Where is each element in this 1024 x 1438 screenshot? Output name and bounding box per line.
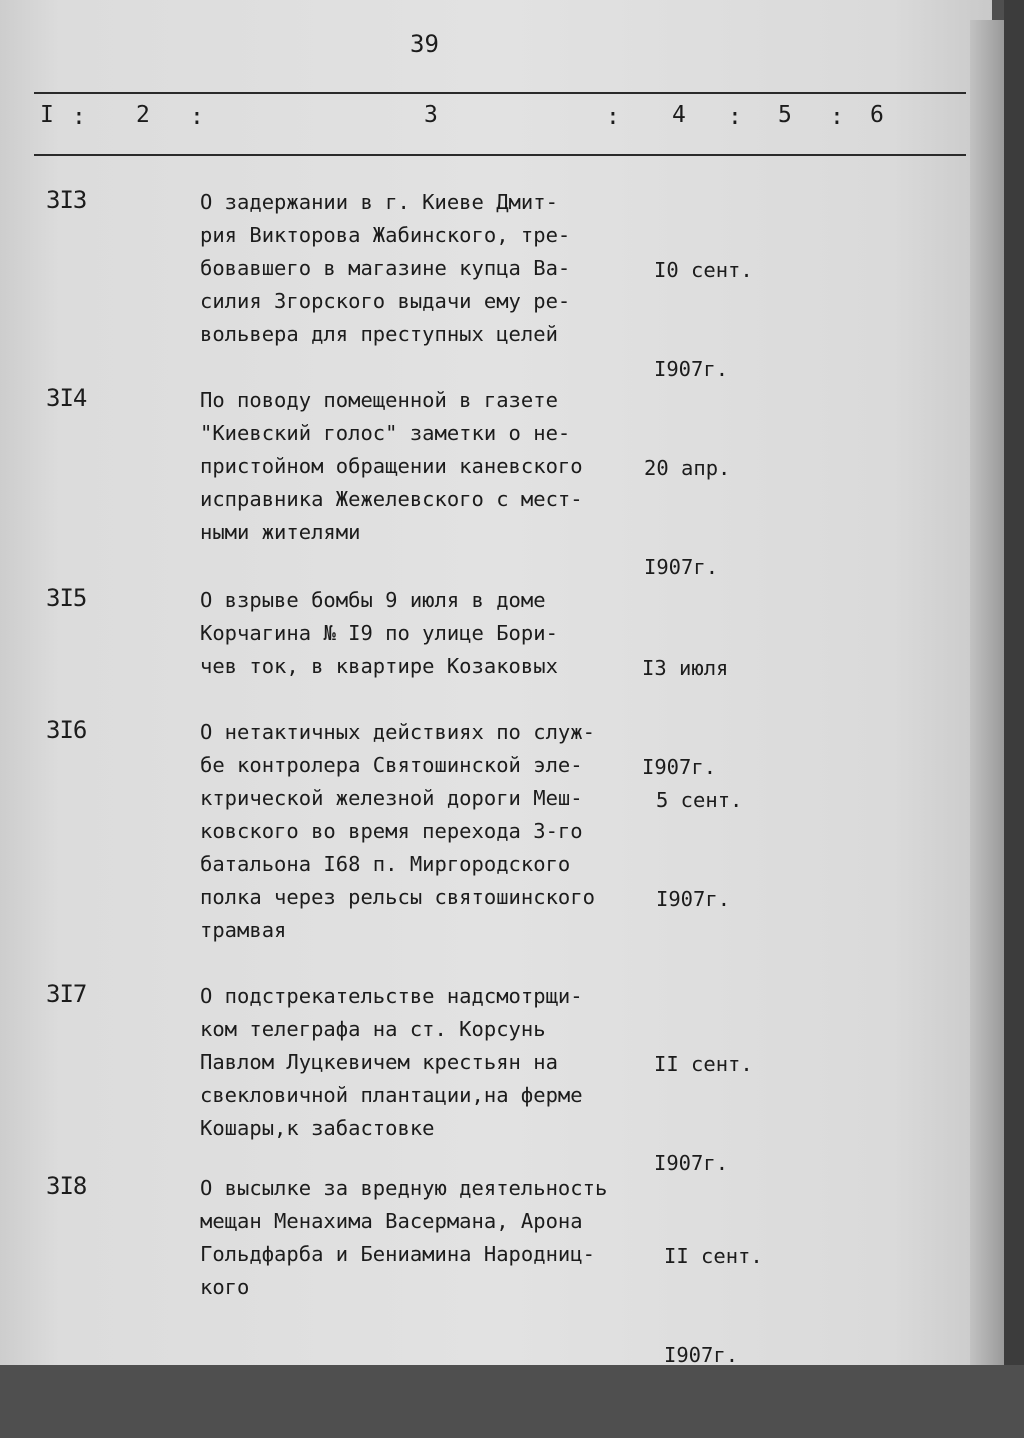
entry-date [664, 1174, 763, 1438]
description-line: "Киевский голос" заметки о не- [200, 421, 571, 445]
description-line: вольвера для преступных целей [200, 322, 558, 346]
header-top-rule [34, 92, 966, 94]
date-year: I907г. [656, 887, 731, 911]
date-day: I0 сент. [654, 258, 753, 282]
column-header-3: 3 [424, 102, 438, 128]
date-day: II сент. [664, 1244, 763, 1268]
date-day: II сент. [654, 1052, 753, 1076]
column-separator: : [606, 104, 620, 130]
description-line: Корчагина № I9 по улице Бори- [200, 621, 558, 645]
date-year: I907г. [654, 1151, 729, 1175]
description-line: ком телеграфа на ст. Корсунь [200, 1017, 546, 1041]
column-header-1: I [40, 102, 54, 128]
description-line: Гольдфарба и Бениамина Народниц- [200, 1242, 595, 1266]
description-line: ковского во время перехода 3-го [200, 819, 583, 843]
description-line: кого [200, 1275, 250, 1299]
entry-description [200, 1172, 607, 1304]
header-bottom-rule [34, 154, 966, 156]
description-line: Павлом Луцкевичем крестьян на [200, 1050, 558, 1074]
column-header-6: 6 [870, 102, 884, 128]
description-line: рия Викторова Жабинского, тре- [200, 223, 571, 247]
description-line: бовавшего в магазине купца Ва- [200, 256, 571, 280]
entry-number: 3I8 [46, 1172, 87, 1200]
description-line: полка через рельсы святошинского [200, 885, 595, 909]
date-year: I907г. [642, 755, 717, 779]
description-line: бе контролера Святошинской эле- [200, 753, 583, 777]
column-header-2: 2 [136, 102, 150, 128]
description-line: свекловичной плантации,на ферме [200, 1083, 583, 1107]
page-edge-shadow [970, 20, 1004, 1365]
entry-number: 3I3 [46, 186, 87, 214]
entry-description [200, 584, 558, 683]
column-separator: : [728, 104, 742, 130]
description-line: О задержании в г. Киеве Дмит- [200, 190, 558, 214]
description-line: батальона I68 п. Миргородского [200, 852, 571, 876]
entry-number: 3I5 [46, 584, 87, 612]
column-header-5: 5 [778, 102, 792, 128]
date-year: I907г. [644, 555, 719, 579]
date-year: I907г. [664, 1343, 739, 1367]
description-line: исправника Жежелевского с мест- [200, 487, 583, 511]
description-line: О высылке за вредную деятельность [200, 1176, 608, 1200]
column-header-4: 4 [672, 102, 686, 128]
description-line: мещан Менахима Васермана, Арона [200, 1209, 583, 1233]
entry-number: 3I4 [46, 384, 87, 412]
column-separator: : [72, 104, 86, 130]
date-day: 20 апр. [644, 456, 731, 480]
description-line: силия Згорского выдачи ему ре- [200, 289, 571, 313]
description-line: О нетактичных действиях по служ- [200, 720, 595, 744]
description-line: трамвая [200, 918, 287, 942]
date-year: I907г. [654, 357, 729, 381]
date-day: 5 сент. [656, 788, 743, 812]
entry-date [656, 718, 742, 982]
description-line: Кошары,к забастовке [200, 1116, 435, 1140]
entry-description [200, 980, 583, 1145]
description-line: чев ток, в квартире Козаковых [200, 654, 558, 678]
description-line: ктрической железной дороги Меш- [200, 786, 583, 810]
column-separator: : [190, 104, 204, 130]
description-line: ными жителями [200, 520, 361, 544]
entry-description [200, 716, 595, 947]
description-line: пристойном обращении каневского [200, 454, 583, 478]
entry-number: 3I6 [46, 716, 87, 744]
column-separator: : [830, 104, 844, 130]
date-day: I3 июля [642, 656, 729, 680]
description-line: О взрыве бомбы 9 июля в доме [200, 588, 546, 612]
entry-description [200, 186, 570, 351]
description-line: О подстрекательстве надсмотрщи- [200, 984, 583, 1008]
entry-number: 3I7 [46, 980, 87, 1008]
background-edge [1004, 0, 1024, 1365]
page-number: 39 [410, 30, 439, 58]
entry-description [200, 384, 583, 549]
description-line: По поводу помещенной в газете [200, 388, 558, 412]
